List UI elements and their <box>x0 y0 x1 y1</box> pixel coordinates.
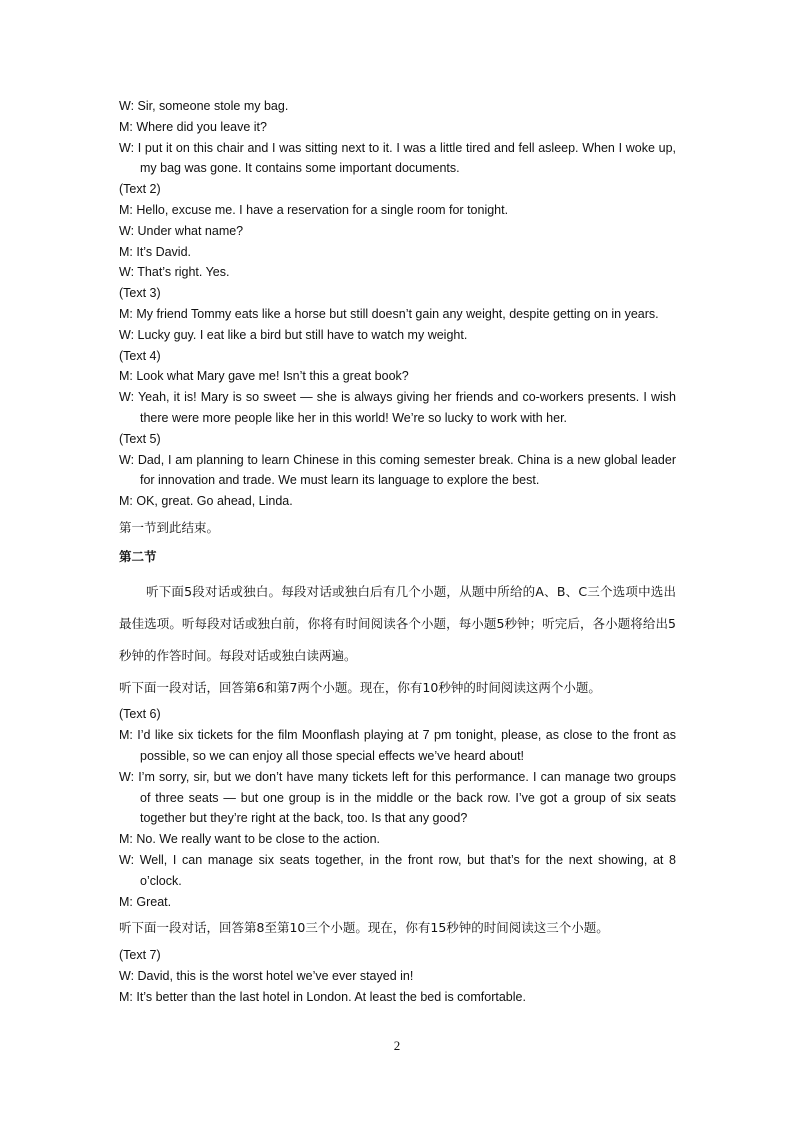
dialogue-line: M: My friend Tommy eats like a horse but still doesn’t gain any weight, despite getting on in years. <box>119 306 659 321</box>
dialogue-line: M: Look what Mary gave me! Isn’t this a great book? <box>119 369 409 384</box>
text-label: (Text 3) <box>119 286 161 301</box>
dialogue-block-b <box>119 704 676 912</box>
question-instruction: 听下面一段对话，回答第8至第10三个小题。现在，你有15秒钟的时间阅读这三个小题。 <box>119 920 609 936</box>
dialogue-line: W: Dad, I am planning to learn Chinese in this coming semester break. China is a new global leader for innovation and trade. We must learn its language to explore the best. <box>119 452 676 488</box>
dialogue-line: M: I’d like six tickets for the film Moonflash playing at 7 pm tonight, please, as close to the front as possible, so we can enjoy all those special effects we’ve heard about! <box>119 728 676 763</box>
text-label: (Text 7) <box>119 948 161 963</box>
page-content <box>119 96 676 1007</box>
text-label: (Text 6) <box>119 707 161 722</box>
dialogue-line: W: Lucky guy. I eat like a bird but still have to watch my weight. <box>119 327 468 342</box>
text-label: (Text 2) <box>119 182 161 197</box>
dialogue-line: M: Great. <box>119 894 172 909</box>
dialogue-line: W: Well, I can manage six seats together, in the front row, but that’s for the next showing, at 8 o’clock. <box>119 852 676 888</box>
dialogue-line: M: It’s better than the last hotel in London. At least the bed is comfortable. <box>119 989 526 1004</box>
section-heading: 第二节 <box>119 548 157 564</box>
page-number: 2 <box>393 1038 401 1053</box>
dialogue-line: M: No. We really want to be close to the action. <box>119 832 381 847</box>
dialogue-line: M: It’s David. <box>119 244 192 259</box>
text-label: (Text 4) <box>119 348 161 363</box>
dialogue-block-a <box>119 96 676 512</box>
section-instructions: 听下面5段对话或独白。每段对话或独白后有几个小题，从题中所给的A、B、C三个选项中选出最佳选项。听每段对话或独白前，你将有时间阅读各个小题，每小题5秒钟；听完后，各小题将给出5秒钟的作答时间。每段对话或独白读两遍。 <box>119 583 676 663</box>
dialogue-line: M: OK, great. Go ahead, Linda. <box>119 494 293 509</box>
dialogue-line: W: David, this is the worst hotel we’ve ever stayed in! <box>119 968 414 983</box>
text-label: (Text 5) <box>119 431 161 446</box>
dialogue-line: W: Sir, someone stole my bag. <box>119 99 289 113</box>
dialogue-line: M: Where did you leave it? <box>119 119 267 134</box>
question-instruction: 听下面一段对话，回答第6和第7两个小题。现在，你有10秒钟的时间阅读这两个小题。 <box>119 679 601 695</box>
dialogue-line: W: That’s right. Yes. <box>119 265 230 280</box>
dialogue-line: W: Under what name? <box>119 223 244 238</box>
dialogue-line: W: I put it on this chair and I was sitting next to it. I was a little tired and fell asleep. When I woke up, my bag was gone. It contains some important documents. <box>119 140 676 176</box>
section-end-note: 第一节到此结束。 <box>119 519 220 535</box>
dialogue-line: M: Hello, excuse me. I have a reservation for a single room for tonight. <box>119 202 509 217</box>
dialogue-line: W: I’m sorry, sir, but we don’t have many tickets left for this performance. I can manage two groups of three seats — but one group is in the middle or the back row. I’ve got a group of six seats together but they’re right at the back, too. Is that any good? <box>119 769 676 826</box>
dialogue-line: W: Yeah, it is! Mary is so sweet — she is always giving her friends and co-workers presents. I wish there were more people like her in this world! We’re so lucky to work with her. <box>119 390 676 425</box>
dialogue-block-c <box>119 945 676 1007</box>
